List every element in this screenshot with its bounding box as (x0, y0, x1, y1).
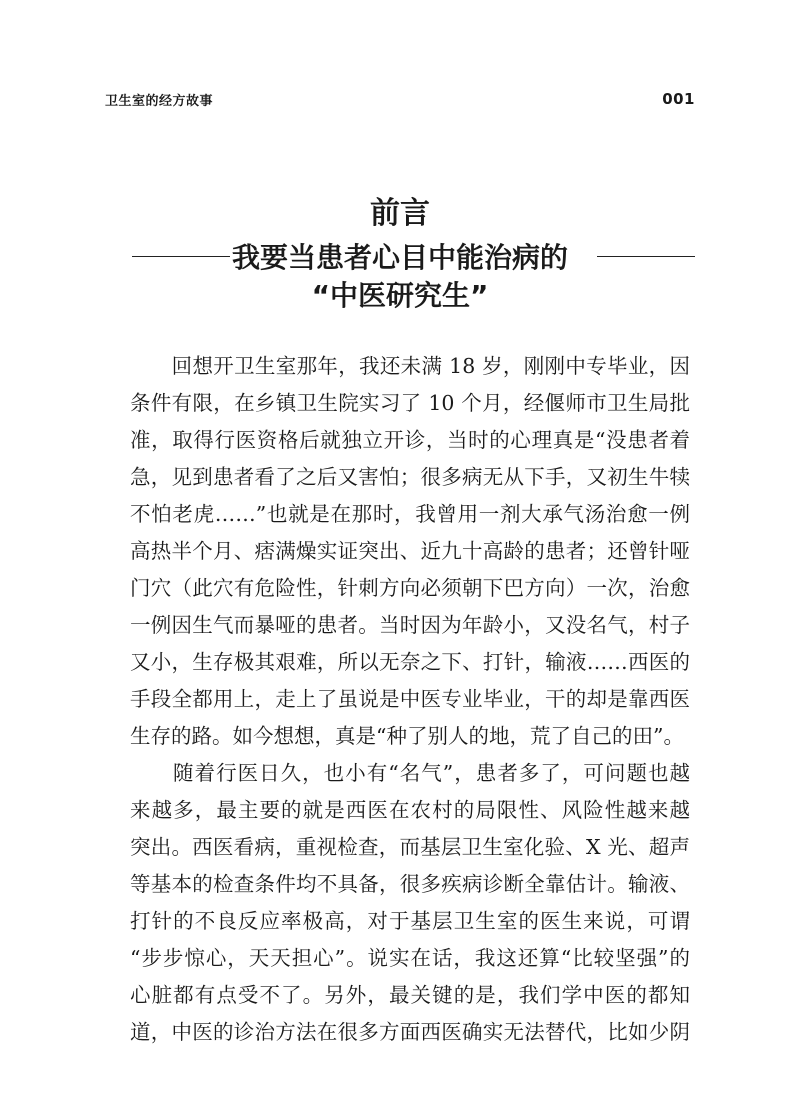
running-head (105, 90, 695, 110)
text-line: 一例因生气而暴哑的患者。当时因为年龄小，又没名气，村子 (130, 613, 690, 637)
text-line: 高热半个月、痞满燥实证突出、近九十高龄的患者；还曾针哑 (130, 539, 690, 563)
body-text (130, 348, 690, 1051)
chapter-title-line-2: “中医研究生” (311, 279, 489, 312)
text-line: 手段全都用上，走上了虽说是中医专业毕业，干的却是靠西医 (130, 687, 690, 711)
text-line: 随着行医日久，也小有“名气”，患者多了，可问题也越 (130, 761, 690, 785)
title-rule-right (597, 256, 695, 257)
text-line: 不怕老虎……”也就是在那时，我曾用一剂大承气汤治愈一例 (130, 502, 690, 526)
text-line: 突出。西医看病，重视检查，而基层卫生室化验、X 光、超声 (130, 835, 690, 859)
text-line: 来越多，最主要的就是西医在农村的局限性、风险性越来越 (130, 798, 690, 822)
text-line: 打针的不良反应率极高，对于基层卫生室的医生来说，可谓 (130, 909, 690, 933)
text-line: 条件有限，在乡镇卫生院实习了 10 个月，经偃师市卫生局批 (130, 391, 690, 415)
text-line: 心脏都有点受不了。另外，最关键的是，我们学中医的都知 (130, 983, 690, 1007)
text-line: 道，中医的诊治方法在很多方面西医确实无法替代，比如少阴 (130, 1020, 690, 1044)
preface-label: 前言 (370, 196, 430, 231)
text-line: 又小，生存极其艰难，所以无奈之下、打针，输液……西医的 (130, 650, 690, 674)
text-line: 门穴（此穴有危险性，针刺方向必须朝下巴方向）一次，治愈 (130, 576, 690, 600)
text-line: 急，见到患者看了之后又害怕；很多病无从下手，又初生牛犊 (130, 465, 690, 489)
text-line: 准，取得行医资格后就独立开诊，当时的心理真是“没患者着 (130, 428, 690, 452)
text-line: 回想开卫生室那年，我还未满 18 岁，刚刚中专毕业，因 (130, 354, 690, 378)
book-title: 卫生室的经方故事 (105, 94, 214, 109)
chapter-title-line-1: 我要当患者心目中能治病的 (231, 241, 568, 274)
page-number: 001 (662, 90, 695, 108)
text-line: “步步惊心，天天担心”。说实在话，我这还算“比较坚强”的 (130, 946, 690, 970)
text-line: 等基本的检查条件均不具备，很多疾病诊断全靠估计。输液、 (130, 872, 690, 896)
text-line: 生存的路。如今想想，真是“种了别人的地，荒了自己的田”。 (130, 724, 684, 748)
